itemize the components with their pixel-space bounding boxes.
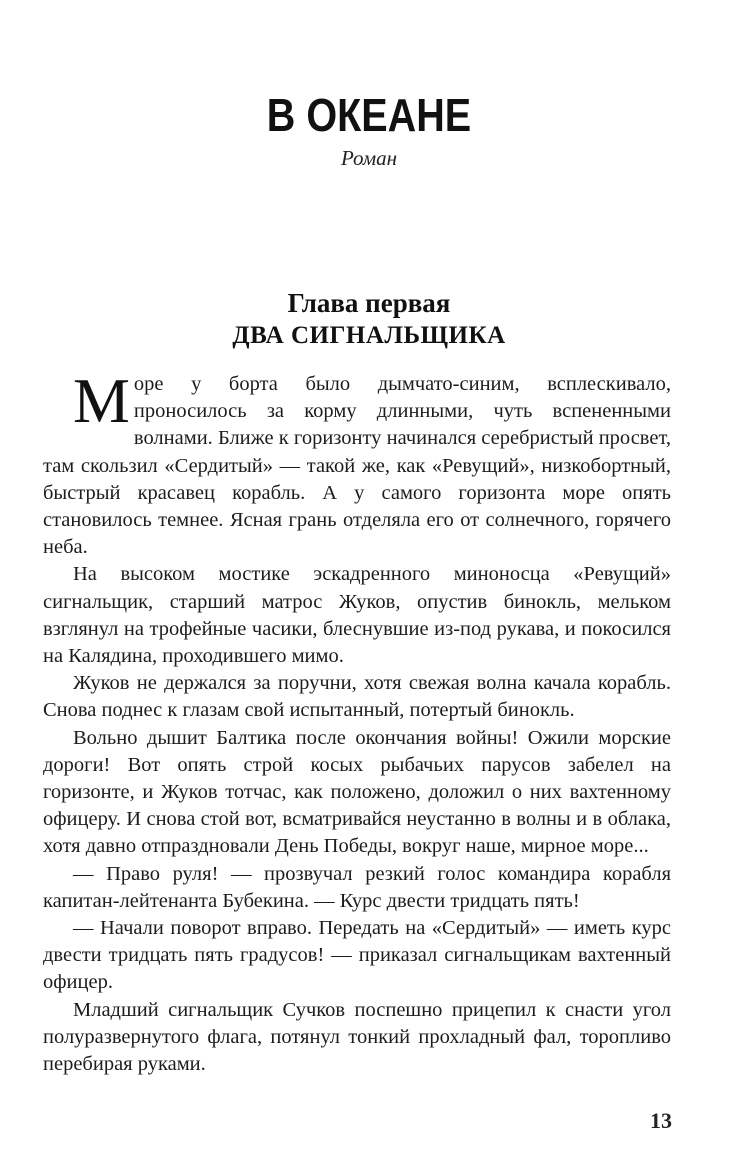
drop-cap: М (73, 365, 130, 436)
paragraph-3: Жуков не держался за поручни, хотя свежая волна качала корабль. Снова поднес к глазам свой испытанный, потертый бинокль. (43, 672, 671, 722)
chapter-body (43, 365, 671, 1078)
chapter-number: Глава первая (287, 288, 451, 318)
chapter-title: ДВА СИГНАЛЬЩИКА (232, 322, 506, 349)
paragraph-2: На высоком мостике эскадренного миноносца «Ревущий» сигнальщик, старший матрос Жуков, опустив бинокль, мельком взглянул на трофейные часики, блеснувшие из-под рукава, и покосился на Калядина, проходившего мимо. (43, 563, 671, 668)
paragraph-6: — Начали поворот вправо. Передать на «Сердитый» — иметь курс двести тридцать пять градусов! — приказал сигнальщикам вахтенный офицер. (43, 917, 671, 994)
book-title: В ОКЕАНЕ (266, 89, 472, 141)
paragraph-5: — Право руля! — прозвучал резкий голос командира корабля капитан-лейтенанта Бубекина. — Курс двести тридцать пять! (43, 862, 671, 912)
page-number: 13 (650, 1108, 672, 1133)
paragraph-4: Вольно дышит Балтика после окончания войны! Ожили морские дороги! Вот опять строй косых рыбачьих парусов забелел на горизонте, и Жуков тотчас, как положено, доложил о них вахтенному офицеру. И снова стой вот, всматривайся неустанно в волны и в облака, хотя давно отпраздновали День Победы, вокруг наше, мирное море... (43, 726, 671, 858)
paragraph-1-text: оре у борта было дымчато-синим, всплескивало, проносилось за корму длинными, чуть вспененными волнами. Ближе к горизонту начинался серебристый просвет, там скользил «Сердитый» — такой же, как «Ревущий», низкобортный, быстрый красавец корабль. А у самого горизонта море опять становилось темнее. Ясная грань отделяла его от солнечного, горячего неба. (43, 373, 671, 559)
paragraph-1 (43, 365, 671, 561)
book-subtitle: Роман (340, 146, 398, 170)
paragraph-7: Младший сигнальщик Сучков поспешно прицепил к снасти угол полуразвернутого флага, потянул тонкий прохладный фал, торопливо перебирая руками. (43, 998, 671, 1076)
